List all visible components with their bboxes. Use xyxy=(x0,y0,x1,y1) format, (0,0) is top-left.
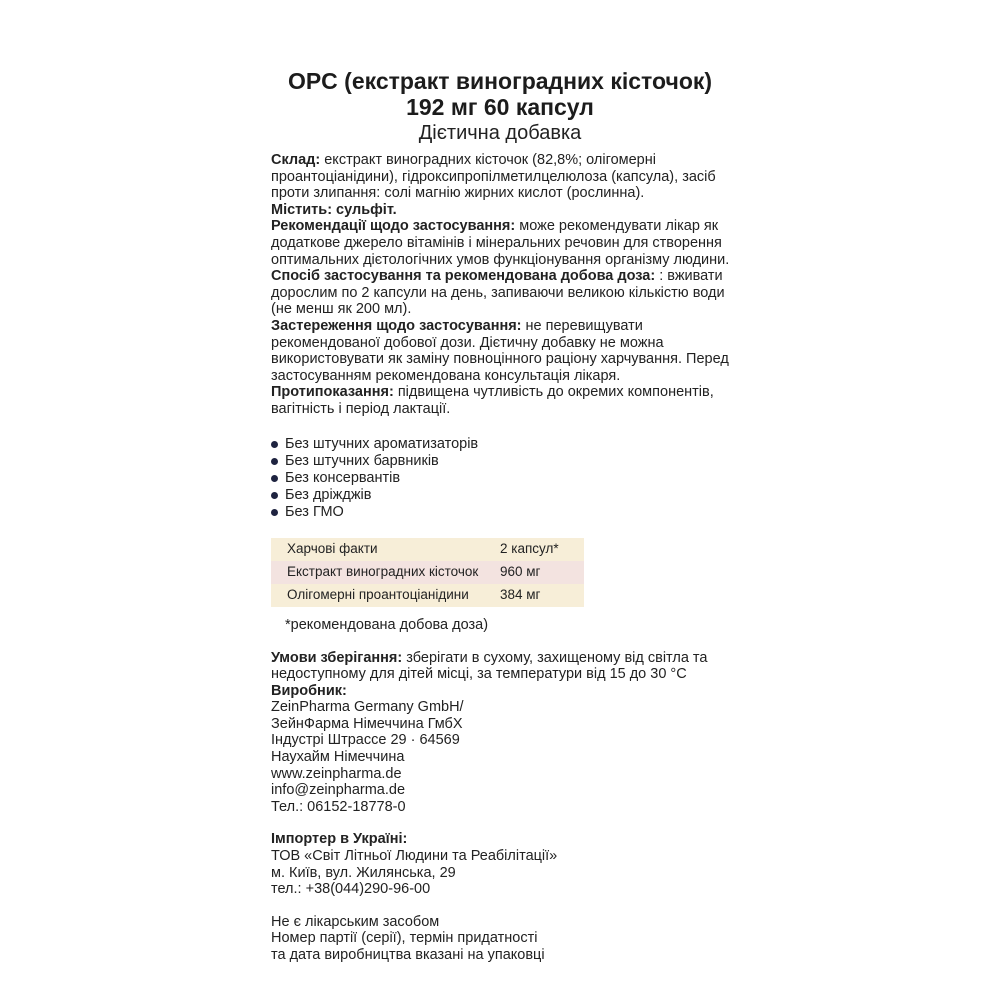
importer-label: Імпортер в Україні: xyxy=(271,831,408,848)
footer-line: та дата виробництва вказані на упаковці xyxy=(271,947,545,963)
manufacturer-website: www.zeinpharma.de xyxy=(271,765,402,782)
storage-paragraph xyxy=(271,650,741,683)
table-cell-value: 384 мг xyxy=(500,586,541,602)
manufacturer-block xyxy=(271,683,741,816)
manufacturer-line: Наухайм Німеччина xyxy=(271,749,405,766)
list-item xyxy=(271,453,741,470)
list-item xyxy=(271,504,741,521)
importer-block xyxy=(271,831,741,897)
list-item-text: Без штучних барвників xyxy=(285,452,439,469)
contraindications-text: підвищена чутливість до окремих компонентів, вагітність і період лактації. xyxy=(271,384,714,417)
bullet-dot-icon xyxy=(271,509,278,516)
list-item-text: Без дріжджів xyxy=(285,486,372,503)
composition-paragraph xyxy=(271,152,741,202)
table-row xyxy=(271,584,584,607)
composition-label: Склад: xyxy=(271,152,321,168)
nutrition-facts-table xyxy=(271,538,584,607)
product-title-line1: OPC (екстракт виноградних кісточок) xyxy=(287,68,713,94)
manufacturer-line: ZeinPharma Germany GmbH/ xyxy=(271,699,464,716)
contraindications-paragraph xyxy=(271,384,741,417)
warnings-text: не перевищувати рекомендованої добової дози. Дієтичну добавку не можна використовувати як заміну повноцінного раціону харчування. Перед застосуванням рекомендована консультація лікаря. xyxy=(271,317,729,384)
table-row xyxy=(271,561,584,584)
bullet-dot-icon xyxy=(271,492,278,499)
storage-label: Умови зберігання: xyxy=(271,649,403,666)
bullet-dot-icon xyxy=(271,458,278,465)
manufacturer-email: info@zeinpharma.de xyxy=(271,782,406,799)
recommendations-label: Рекомендації щодо застосування: xyxy=(271,218,516,235)
list-item xyxy=(271,470,741,487)
table-row xyxy=(271,538,584,561)
importer-line: м. Київ, вул. Жилянська, 29 xyxy=(271,864,456,881)
contraindications-label: Протипоказання: xyxy=(271,384,394,401)
importer-line: ТОВ «Світ Літньої Людини та Реабілітації» xyxy=(271,848,558,865)
table-cell-name: Олігомерні проантоціанідини xyxy=(287,586,469,602)
manufacturer-line: Індустрі Штрассе 29 · 64569 xyxy=(271,732,460,749)
usage-text: : вживати дорослим по 2 капсули на день, запиваючи великою кількістю води (не менш як 200 мл). xyxy=(271,268,725,318)
manufacturer-phone: Тел.: 06152-18778-0 xyxy=(271,798,406,815)
importer-phone: тел.: +38(044)290-96-00 xyxy=(271,881,431,898)
warnings-label: Застереження щодо застосування: xyxy=(271,317,522,334)
product-title-line2: 192 мг 60 капсул xyxy=(406,94,594,120)
list-item xyxy=(271,436,741,453)
table-cell-value: 2 капсул* xyxy=(500,540,559,556)
contains-label: Містить: сульфіт. xyxy=(271,201,397,218)
footer-line: Не є лікарським засобом xyxy=(271,913,440,930)
list-item xyxy=(271,487,741,504)
manufacturer-label: Виробник: xyxy=(271,682,347,699)
list-item-text: Без ГМО xyxy=(285,503,344,520)
storage-text: зберігати в сухому, захищеному від світла та недоступному для дітей місці, за температури від 15 до 30 °C xyxy=(271,649,708,683)
recommendations-paragraph xyxy=(271,218,741,268)
footer-block xyxy=(271,914,741,964)
table-cell-name: Екстракт виноградних кісточок xyxy=(287,563,479,579)
contains-paragraph xyxy=(271,202,741,219)
label-content xyxy=(271,152,741,964)
dose-footnote: *рекомендована добова доза) xyxy=(285,616,489,633)
usage-paragraph xyxy=(271,268,741,318)
warnings-paragraph xyxy=(271,318,741,384)
bullet-dot-icon xyxy=(271,475,278,482)
list-item-text: Без штучних ароматизаторів xyxy=(285,435,479,452)
product-header xyxy=(0,68,1000,146)
recommendations-text: може рекомендувати лікар як додаткове джерело вітамінів і мінеральних речовин для створення оптимальних дієтологічних умов функціонування організму людини. xyxy=(271,218,730,268)
table-cell-name: Харчові факти xyxy=(287,540,378,556)
free-from-list xyxy=(271,436,741,521)
composition-text: екстракт виноградних кісточок (82,8%; олігомерні проантоціанідини), гідроксипропілметилцелюлоза (капсула), засіб проти злипання: солі магнію жирних кислот (рослинна). xyxy=(271,152,716,202)
bullet-dot-icon xyxy=(271,441,278,448)
manufacturer-line: ЗейнФарма Німеччина ГмбХ xyxy=(271,715,463,732)
usage-label: Спосіб застосування та рекомендована добова доза: xyxy=(271,268,656,285)
list-item-text: Без консервантів xyxy=(285,469,401,486)
footer-line: Номер партії (серії), термін придатності xyxy=(271,930,538,947)
product-subtitle: Дієтична добавка xyxy=(418,122,582,144)
table-cell-value: 960 мг xyxy=(500,563,541,579)
